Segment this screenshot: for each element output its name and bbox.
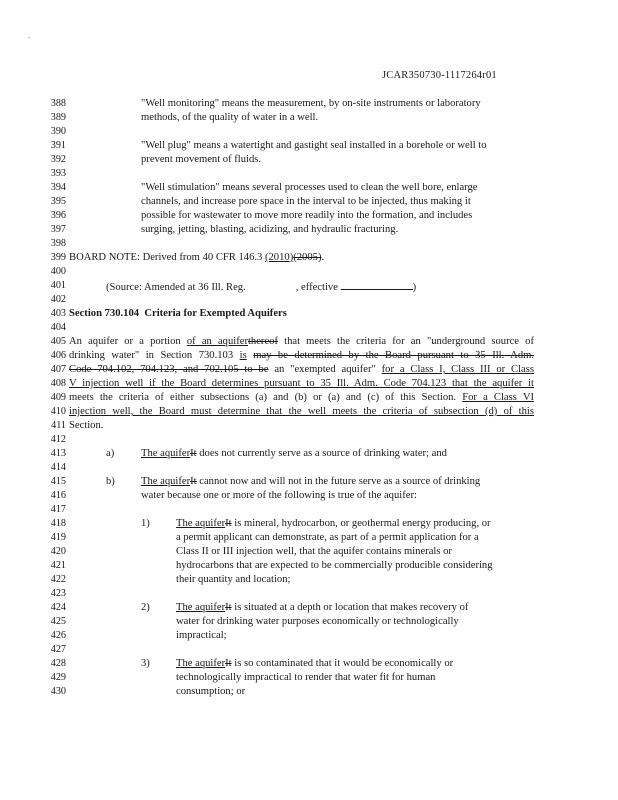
section-number: Section 730.104 bbox=[69, 308, 140, 319]
sub-3-body: is so contaminated that it would be economically or bbox=[231, 658, 454, 669]
line-number: 391 bbox=[50, 140, 66, 151]
board-note-deleted-year: (2005) bbox=[293, 252, 322, 263]
line-number: 389 bbox=[50, 112, 66, 123]
intro-line bbox=[69, 350, 534, 362]
intro-added-text: For a Class VI bbox=[462, 392, 534, 403]
source-effective: , effective bbox=[295, 282, 338, 293]
definition-well-stimulation-cont: surging, jetting, blasting, acidizing, and hydraulic fracturing. bbox=[141, 224, 399, 235]
sub-3-label: 3) bbox=[141, 658, 150, 669]
line-number: 401 bbox=[50, 280, 66, 291]
line-number: 404 bbox=[50, 322, 66, 333]
line-number: 419 bbox=[50, 532, 66, 543]
line-number: 390 bbox=[50, 126, 66, 137]
intro-line: Section. bbox=[69, 420, 104, 431]
line-number: 402 bbox=[50, 294, 66, 305]
line-number: 411 bbox=[51, 420, 66, 431]
item-a-added: The aquifer bbox=[141, 448, 191, 459]
intro-text: drinking water" in Section 730.103 bbox=[69, 350, 240, 361]
definition-well-monitoring: "Well monitoring" means the measurement, by on-site instruments or laboratory bbox=[141, 98, 481, 109]
line-number: 420 bbox=[50, 546, 66, 557]
sub-3-added: The aquifer bbox=[176, 658, 226, 669]
sub-1-deleted: It bbox=[225, 518, 232, 529]
line-number: 400 bbox=[50, 266, 66, 277]
line-number: 425 bbox=[50, 616, 66, 627]
line-number: 396 bbox=[50, 210, 66, 221]
item-b-text bbox=[141, 476, 480, 488]
item-a-body: does not currently serve as a source of drinking water; and bbox=[196, 448, 447, 459]
line-number: 392 bbox=[50, 154, 66, 165]
sub-1-body: is mineral, hydrocarbon, or geothermal energy producing, or bbox=[231, 518, 491, 529]
line-number: 424 bbox=[50, 602, 66, 613]
source-close: ) bbox=[412, 282, 417, 293]
line-number: 408 bbox=[50, 378, 66, 389]
sub-2-text-cont: water for drinking water purposes economically or technologically bbox=[176, 616, 459, 627]
definition-well-stimulation-cont: possible for wastewater to move more readily into the formation, and includes bbox=[141, 210, 473, 221]
sub-3-text-cont: technologically impractical to render that water fit for human bbox=[176, 672, 436, 683]
document-id: JCAR350730-1117264r01 bbox=[382, 70, 497, 81]
intro-line: V injection well if the Board determines pursuant to 35 Ill. Adm. Code 704.123 that the aquifer it bbox=[69, 378, 534, 389]
sub-1-label: 1) bbox=[141, 518, 150, 529]
line-number: 428 bbox=[50, 658, 66, 669]
line-number: 407 bbox=[50, 364, 66, 375]
line-number: 410 bbox=[50, 406, 66, 417]
line-number: 422 bbox=[50, 574, 66, 585]
item-b-deleted: It bbox=[190, 476, 197, 487]
sub-1-text-cont: Class II or III injection well, that the aquifer contains minerals or bbox=[176, 546, 452, 557]
line-number: 395 bbox=[50, 196, 66, 207]
definition-well-stimulation: "Well stimulation" means several processes used to clean the well bore, enlarge bbox=[141, 182, 478, 193]
intro-line bbox=[69, 392, 534, 404]
line-number: 414 bbox=[50, 462, 66, 473]
intro-deleted-text: may be determined by the Board pursuant to 35 Ill. Adm. bbox=[253, 350, 535, 361]
line-number: 397 bbox=[50, 224, 66, 235]
item-a-text bbox=[141, 448, 447, 460]
line-number: 418 bbox=[50, 518, 66, 529]
sub-2-text-cont: impractical; bbox=[176, 630, 227, 641]
board-note-period: . bbox=[321, 252, 325, 263]
line-number: 421 bbox=[50, 560, 66, 571]
intro-added-text: is bbox=[239, 350, 247, 361]
sub-2-text bbox=[176, 602, 468, 614]
sub-3-text-cont: consumption; or bbox=[176, 686, 246, 697]
intro-text: meets the criteria of either subsections (a) and (b) or (a) and (c) of this Section. bbox=[69, 392, 463, 403]
intro-deleted-text: Code 704.102, 704.123, and 702.105 to be bbox=[69, 364, 269, 375]
line-number: 423 bbox=[50, 588, 66, 599]
sub-1-text-cont: their quantity and location; bbox=[176, 574, 291, 585]
source-open: (Source: Amended at 36 Ill. Reg. bbox=[106, 282, 246, 293]
intro-line: injection well, the Board must determine that the well meets the criteria of subsection (d) of this bbox=[69, 406, 534, 417]
item-b-label: b) bbox=[106, 476, 115, 487]
item-b-body: cannot now and will not in the future serve as a source of drinking bbox=[196, 476, 481, 487]
board-note bbox=[69, 252, 324, 264]
intro-line bbox=[69, 336, 534, 348]
line-number: 429 bbox=[50, 672, 66, 683]
line-number: 406 bbox=[50, 350, 66, 361]
line-number: 430 bbox=[50, 686, 66, 697]
line-number: 426 bbox=[50, 630, 66, 641]
sub-2-deleted: It bbox=[225, 602, 232, 613]
line-number: 388 bbox=[50, 98, 66, 109]
intro-text: an "exempted aquifer" bbox=[268, 364, 382, 375]
item-b-added: The aquifer bbox=[141, 476, 191, 487]
sub-2-body: is situated at a depth or location that makes recovery of bbox=[231, 602, 469, 613]
line-number: 398 bbox=[50, 238, 66, 249]
sub-3-deleted: It bbox=[225, 658, 232, 669]
line-number: 393 bbox=[50, 168, 66, 179]
intro-text: that meets the criteria for an "underground source of bbox=[277, 336, 534, 347]
line-number: 427 bbox=[50, 644, 66, 655]
intro-text: An aquifer or a portion bbox=[69, 336, 187, 347]
definition-well-plug: "Well plug" means a watertight and gastight seal installed in a borehole or well to bbox=[141, 140, 487, 151]
line-number: 394 bbox=[50, 182, 66, 193]
sub-1-text-cont: a permit applicant can demonstrate, as part of a permit application for a bbox=[176, 532, 479, 543]
sub-2-added: The aquifer bbox=[176, 602, 226, 613]
intro-line bbox=[69, 364, 534, 376]
line-number: 403 bbox=[50, 308, 66, 319]
line-number: 412 bbox=[50, 434, 66, 445]
intro-deleted-text: thereof bbox=[247, 336, 278, 347]
source-note bbox=[106, 280, 416, 294]
section-heading bbox=[69, 308, 287, 320]
line-number: 416 bbox=[50, 490, 66, 501]
board-note-text: BOARD NOTE: Derived from 40 CFR 146.3 bbox=[69, 252, 265, 263]
item-a-deleted: It bbox=[190, 448, 197, 459]
definition-well-stimulation-cont: channels, and increase pore space in the interval to be injected, thus making it bbox=[141, 196, 471, 207]
line-number: 405 bbox=[50, 336, 66, 347]
line-number: 409 bbox=[50, 392, 66, 403]
line-number: 399 bbox=[50, 252, 66, 263]
sub-1-added: The aquifer bbox=[176, 518, 226, 529]
line-number: 415 bbox=[50, 476, 66, 487]
definition-well-plug-cont: prevent movement of fluids. bbox=[141, 154, 262, 165]
intro-added-text: for a Class I, Class III or Class bbox=[381, 364, 534, 375]
definition-well-monitoring-cont: methods, of the quality of water in a well. bbox=[141, 112, 319, 123]
item-a-label: a) bbox=[106, 448, 115, 459]
effective-date-blank bbox=[341, 280, 413, 290]
board-note-added-year: (2010) bbox=[264, 252, 294, 263]
sub-2-label: 2) bbox=[141, 602, 150, 613]
sub-3-text bbox=[176, 658, 453, 670]
corner-mark: . bbox=[28, 30, 31, 40]
sub-1-text-cont: hydrocarbons that are expected to be commercially producible considering bbox=[176, 560, 493, 571]
line-number: 413 bbox=[50, 448, 66, 459]
line-number: 417 bbox=[50, 504, 66, 515]
item-b-text-cont: water because one or more of the following is true of the aquifer: bbox=[141, 490, 417, 501]
intro-added-text: of an aquifer bbox=[186, 336, 248, 347]
section-title: Criteria for Exempted Aquifers bbox=[144, 308, 287, 319]
sub-1-text bbox=[176, 518, 491, 530]
